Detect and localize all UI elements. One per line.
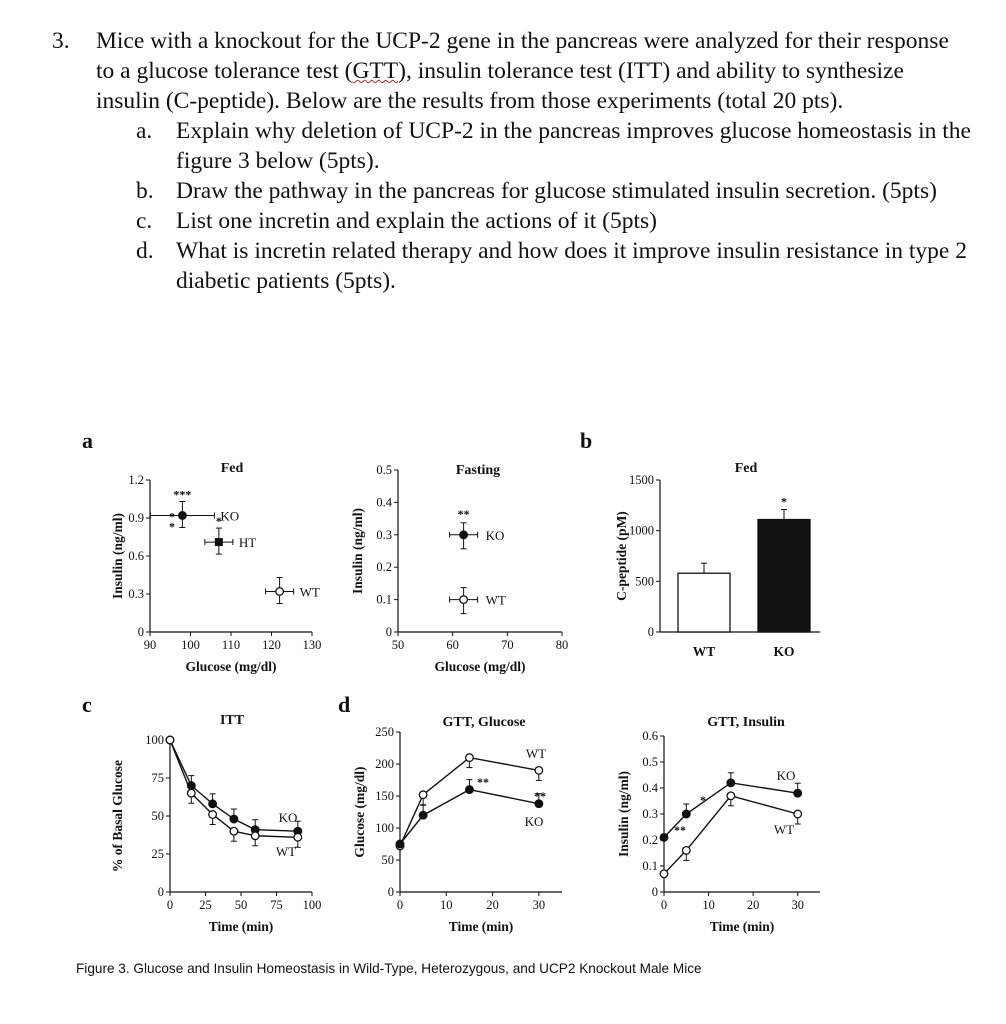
y-axis-label: Insulin (ng/ml) [350, 508, 365, 594]
x-tick-label: 90 [143, 638, 157, 652]
x-tick-label: 0 [166, 898, 174, 912]
question-stem: Mice with a knockout for the UCP-2 gene in the pancreas were analyzed for their response to a glucose tolerance test (GTT), insulin tolerance test (ITT) and ability to synthesize insulin (C-peptide). Below are the results from those experiments (total 20 pts). [96, 28, 949, 114]
x-tick-label: 0 [660, 898, 668, 912]
chart-title: GTT, Insulin [707, 715, 785, 730]
x-tick-label: 120 [262, 638, 281, 652]
x-tick-label: 100 [181, 638, 200, 652]
y-axis-label: Glucose (mg/dl) [352, 766, 367, 858]
data-point-ko [209, 800, 217, 808]
question-part-c: c. List one incretin and explain the actions of it (5pts) [136, 208, 657, 234]
chart-title: Fed [734, 461, 758, 476]
x-tick-label: 110 [221, 638, 241, 652]
x-category-label: WT [692, 644, 716, 659]
y-tick-label: 0 [385, 625, 392, 639]
data-point-wt [682, 847, 690, 855]
x-tick-label: 60 [446, 638, 459, 652]
series-label-wt: WT [299, 584, 320, 600]
y-tick-label: 1000 [629, 523, 654, 538]
data-point-ko [179, 512, 187, 520]
question-number: 3. [52, 28, 70, 54]
question-part-a: a. Explain why deletion of UCP-2 in the pancreas improves glucose homeostasis in the figure 3 below (5pts). [136, 118, 971, 174]
question-part-d: d. What is incretin related therapy and how does it improve insulin resistance in type 2 diabetic patients (5pts). [136, 238, 967, 294]
x-tick-label: 20 [486, 898, 499, 912]
y-tick-label: 0.4 [642, 781, 658, 795]
y-tick-label: 150 [375, 789, 394, 803]
data-point-ko [682, 810, 690, 818]
data-point-wt [727, 792, 735, 800]
x-tick-label: 50 [234, 898, 248, 912]
data-point-wt [660, 870, 668, 878]
chart-title: ITT [219, 713, 245, 728]
x-axis-label: Glucose (mg/dl) [185, 659, 277, 674]
gtt-abbrev: GTT [352, 58, 399, 84]
significance-ht: * [215, 514, 222, 529]
question-part-b: b. Draw the pathway in the pancreas for glucose stimulated insulin secretion. (5pts) [136, 178, 937, 204]
significance-mark: * [781, 494, 787, 509]
y-tick-label: 500 [635, 574, 654, 589]
x-axis-label: Time (min) [448, 919, 514, 934]
x-tick-label: 25 [199, 898, 212, 912]
data-point-ko [419, 811, 427, 819]
x-tick-label: 50 [391, 638, 405, 652]
x-tick-label: 130 [302, 638, 322, 652]
x-axis-label: Glucose (mg/dl) [434, 659, 526, 674]
data-point-ht [215, 538, 223, 546]
series-label-ko: KO [524, 814, 544, 829]
data-point-wt [419, 791, 427, 799]
y-tick-label: 0 [157, 885, 164, 899]
data-point-wt [466, 754, 474, 762]
y-tick-label: 0.1 [642, 859, 658, 873]
y-tick-label: 0.5 [376, 463, 392, 477]
chart-title: Fasting [455, 463, 501, 478]
series-line-wt [400, 758, 539, 846]
x-tick-label: 30 [791, 898, 804, 912]
data-point-wt [276, 588, 284, 596]
y-tick-label: 75 [151, 771, 164, 785]
panel-label-c: c [82, 692, 92, 717]
y-tick-label: 0.4 [376, 495, 392, 510]
y-tick-label: 0 [651, 885, 658, 899]
significance-mark: ** [534, 789, 546, 803]
data-point-wt [251, 832, 259, 840]
y-tick-label: 0.9 [128, 511, 144, 525]
bar-wt [678, 573, 730, 632]
data-point-wt [794, 810, 802, 818]
x-category-label: KO [773, 644, 795, 659]
chart-title: Fed [220, 461, 244, 476]
y-tick-label: 0.3 [376, 527, 392, 542]
x-tick-label: 80 [555, 638, 569, 652]
panel-label-b: b [580, 428, 593, 453]
data-point-wt [460, 596, 468, 604]
data-point-wt [294, 833, 302, 841]
x-tick-label: 75 [270, 898, 283, 912]
series-label-wt: WT [485, 592, 506, 608]
y-tick-label: 100 [145, 733, 164, 747]
x-tick-label: 10 [702, 898, 715, 912]
y-tick-label: 250 [375, 725, 394, 739]
x-tick-label: 10 [440, 898, 453, 912]
panel-label-a: a [82, 428, 93, 453]
x-tick-label: 30 [532, 898, 546, 912]
y-tick-label: 0.6 [642, 729, 658, 743]
y-axis-label: C-peptide (pM) [614, 511, 629, 601]
panel-label-d: d [338, 692, 351, 717]
data-point-ko [230, 815, 238, 823]
significance-mark: * [169, 519, 175, 534]
y-tick-label: 0 [647, 625, 654, 639]
series-label-ko: KO [485, 527, 505, 543]
x-tick-label: 20 [746, 898, 760, 912]
y-tick-label: 0 [137, 625, 144, 639]
x-tick-label: 70 [501, 638, 514, 652]
y-tick-label: 1.2 [128, 473, 144, 487]
y-tick-label: 0.3 [642, 807, 658, 821]
y-tick-label: 0 [387, 885, 394, 899]
x-axis-label: Time (min) [709, 919, 775, 934]
data-point-ko [396, 840, 404, 848]
series-label-ko: KO [220, 508, 240, 524]
x-tick-label: 100 [302, 898, 322, 912]
y-tick-label: 200 [375, 757, 394, 771]
y-tick-label: 1500 [629, 473, 654, 487]
y-tick-label: 50 [381, 853, 394, 867]
significance-mark: ** [477, 775, 489, 789]
bar-ko [758, 520, 810, 632]
data-point-ko [794, 789, 802, 797]
y-axis-label: Insulin (ng/ml) [110, 513, 125, 599]
y-axis-label: Insulin (ng/ml) [616, 771, 631, 857]
y-tick-label: 0.2 [642, 833, 658, 847]
x-axis-label: Time (min) [208, 919, 274, 934]
series-label-wt: WT [275, 844, 297, 859]
data-point-ko [466, 786, 474, 794]
significance-ko: ** [457, 506, 470, 521]
data-point-wt [166, 736, 174, 744]
series-label-ht: HT [238, 535, 257, 551]
y-tick-label: 100 [375, 821, 394, 835]
x-tick-label: 0 [396, 898, 404, 912]
y-tick-label: 25 [151, 847, 164, 861]
significance-ko: *** [173, 487, 192, 502]
y-tick-label: 50 [151, 809, 164, 823]
series-label-wt: WT [773, 822, 795, 837]
data-point-wt [535, 767, 543, 775]
series-label-wt: WT [525, 746, 547, 761]
figure-caption: Figure 3. Glucose and Insulin Homeostasis in Wild-Type, Heterozygous, and UCP2 Knockout Male Mice [76, 961, 702, 976]
y-tick-label: 0.3 [128, 587, 144, 601]
significance-mark: ** [674, 823, 686, 837]
significance-mark: * [169, 509, 175, 524]
series-label-ko: KO [776, 768, 796, 783]
y-tick-label: 0.6 [128, 549, 144, 563]
data-point-wt [230, 827, 238, 835]
significance-mark: * [700, 793, 706, 807]
chart-title: GTT, Glucose [442, 715, 526, 730]
y-tick-label: 0.2 [376, 560, 392, 575]
data-point-ko [660, 834, 668, 842]
series-label-ko: KO [278, 810, 298, 825]
data-point-wt [209, 811, 217, 819]
data-point-wt [188, 789, 196, 797]
y-axis-label: % of Basal Glucose [110, 759, 125, 873]
data-point-ko [460, 531, 468, 539]
y-tick-label: 0.1 [376, 592, 392, 607]
y-tick-label: 0.5 [642, 755, 658, 769]
data-point-ko [727, 779, 735, 787]
